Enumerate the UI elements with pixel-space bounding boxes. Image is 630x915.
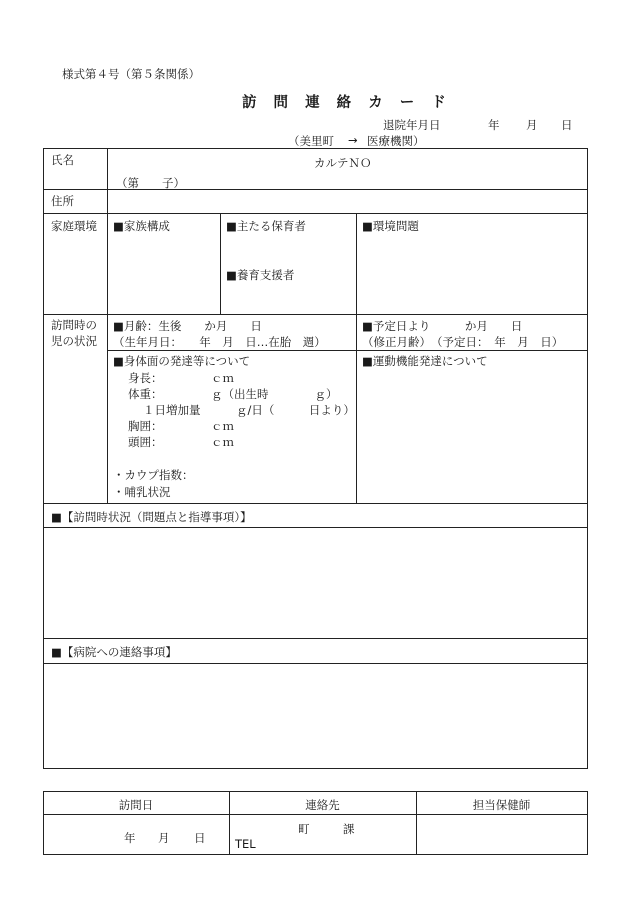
- height-label: 身長：: [128, 371, 163, 385]
- hospital-notes-label: ■【病院への連絡事項】: [51, 645, 177, 659]
- table-border-bottom: [43, 768, 588, 769]
- bottom-table-right: [587, 791, 588, 855]
- visit-date-day: 日: [194, 831, 206, 845]
- feeding-status-label: ・哺乳状況: [113, 485, 171, 499]
- chest-unit: ｃｍ: [211, 419, 234, 433]
- physical-development-title: ■身体面の発達等について: [113, 354, 251, 368]
- family-structure-label: ■家族構成: [113, 219, 170, 233]
- environment-issues-label: ■環境問題: [362, 219, 419, 233]
- support-person-label: ■養育支援者: [226, 268, 295, 282]
- head-label: 頭囲：: [128, 435, 163, 449]
- weight-label: 体重：: [128, 387, 163, 401]
- birth-date-label: （生年月日： 年 月 日…在胎 週）: [113, 335, 326, 349]
- family-column-divider: [220, 213, 221, 315]
- route-arrow: →: [348, 133, 358, 147]
- due-date-offset-label: ■予定日より か月 日: [362, 319, 523, 333]
- daily-gain-label: １日増加量: [143, 403, 201, 417]
- discharge-year: 年: [488, 118, 500, 132]
- page-title: 訪 問 連 絡 カ ー ド: [242, 95, 452, 111]
- nurse-header: 担当保健師: [472, 798, 531, 812]
- row-line-hospital-label: [43, 663, 588, 664]
- route-to: 医療機関）: [367, 134, 425, 148]
- row-line-age: [107, 350, 588, 351]
- row-line-status: [43, 503, 588, 504]
- visit-date-month: 月: [158, 831, 170, 845]
- motor-development-title: ■運動機能発達について: [362, 354, 488, 368]
- bottom-table-header-line: [43, 814, 588, 815]
- label-column-divider: [107, 148, 108, 504]
- chest-label: 胸囲：: [128, 419, 163, 433]
- name-label: 氏名: [51, 153, 74, 167]
- discharge-month: 月: [526, 118, 538, 132]
- karte-number-label: カルテＮＯ: [314, 156, 372, 170]
- child-order-label: （第 子）: [116, 176, 185, 190]
- row-line-address: [43, 213, 588, 214]
- table-border-top: [43, 148, 588, 149]
- table-border-right: [587, 148, 588, 769]
- discharge-day: 日: [561, 118, 573, 132]
- bottom-table-top: [43, 791, 588, 792]
- bottom-table-bottom: [43, 854, 588, 855]
- middle-column-divider: [356, 213, 357, 504]
- head-unit: ｃｍ: [211, 435, 234, 449]
- age-months-label: ■月齢：生後 か月 日: [113, 319, 262, 333]
- family-environment-label: 家庭環境: [51, 219, 97, 233]
- child-status-label-line1: 訪問時の: [51, 318, 97, 332]
- child-status-label-line2: 児の状況: [51, 334, 97, 348]
- contact-header: 連絡先: [305, 798, 340, 812]
- form-number: 様式第４号（第５条関係）: [62, 67, 200, 81]
- table-border-left: [43, 148, 44, 769]
- main-caregiver-label: ■主たる保育者: [226, 219, 306, 233]
- contact-section: 課: [343, 822, 355, 836]
- row-line-visit-body: [43, 638, 588, 639]
- address-label: 住所: [51, 194, 74, 208]
- height-unit: ｃｍ: [211, 371, 234, 385]
- discharge-date-label: 退院年月日: [383, 118, 441, 132]
- visit-date-year: 年: [124, 831, 136, 845]
- daily-gain-unit: ｇ/日（ 日より）: [236, 403, 355, 417]
- route-from: （美里町: [288, 134, 334, 148]
- kaup-index-label: ・カウプ指数：: [113, 468, 194, 482]
- row-line-visit-label: [43, 527, 588, 528]
- contact-tel: TEL: [235, 837, 256, 851]
- row-line-family: [43, 314, 588, 315]
- corrected-age-label: （修正月齢） （予定日： 年 月 日）: [362, 335, 564, 349]
- weight-unit: ｇ（出生時 ｇ）: [211, 387, 338, 401]
- visit-status-label: ■【訪問時状況（問題点と指導事項）】: [51, 510, 252, 524]
- contact-town: 町: [298, 822, 310, 836]
- visit-date-header: 訪問日: [118, 798, 154, 812]
